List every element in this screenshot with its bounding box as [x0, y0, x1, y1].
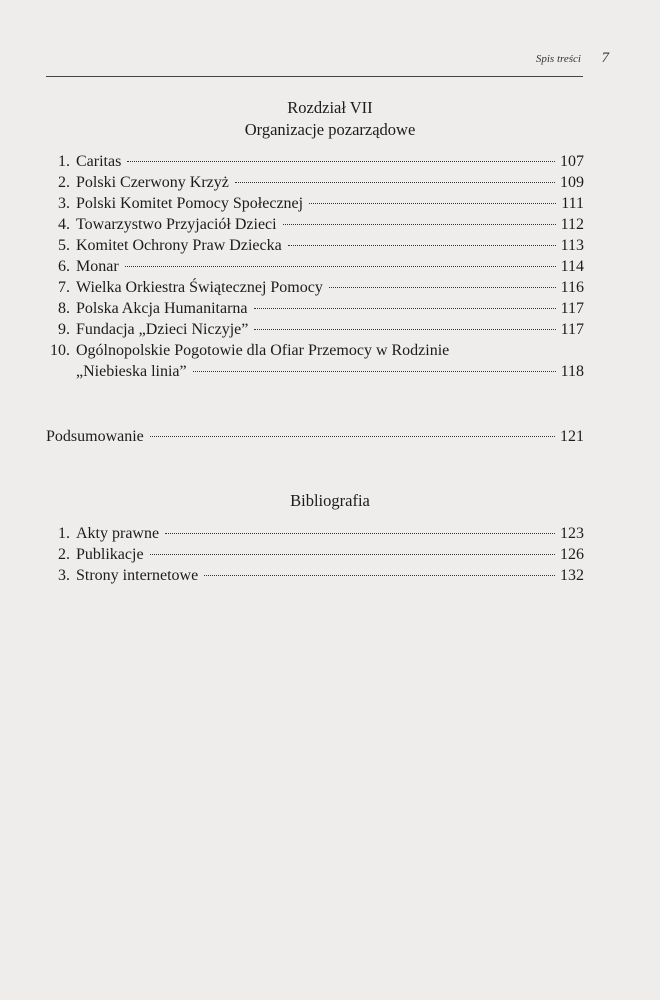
toc-entry-summary — [46, 426, 584, 447]
page-number: 7 — [601, 50, 609, 66]
toc-entry — [46, 214, 584, 235]
toc-entry-number: 7. — [58, 279, 70, 296]
toc-entry-number: 9. — [58, 321, 70, 338]
dot-leader — [254, 329, 555, 330]
toc-entry-continuation — [46, 361, 584, 382]
toc-entry-number: 2. — [58, 546, 70, 563]
dot-leader — [309, 203, 556, 204]
toc-entry-label: Polska Akcja Humanitarna — [76, 300, 248, 317]
toc-entry-number: 1. — [58, 153, 70, 170]
toc-entry-number: 1. — [58, 525, 70, 542]
running-header — [46, 50, 611, 72]
dot-leader — [125, 266, 556, 267]
toc-entry-number: 3. — [58, 195, 70, 212]
dot-leader — [254, 308, 556, 309]
chapter-title: Rozdział VII — [287, 98, 373, 117]
toc-entry — [46, 193, 584, 214]
toc-entry-page: 117 — [560, 321, 584, 338]
toc-entry-number: 10. — [50, 342, 70, 359]
toc-entry-label: Polski Komitet Pomocy Społecznej — [76, 195, 304, 212]
toc-entry-page: 111 — [561, 195, 584, 212]
dot-leader — [288, 245, 556, 246]
summary-toc — [46, 426, 584, 447]
summary-label: Podsumowanie — [46, 428, 144, 445]
toc-entry-label: Caritas — [76, 153, 122, 170]
toc-entry-label: Strony internetowe — [76, 567, 199, 584]
chapter-subtitle: Organizacje pozarządowe — [244, 120, 416, 139]
toc-entry-number: 8. — [58, 300, 70, 317]
chapter-toc-list — [46, 151, 584, 382]
toc-entry — [46, 565, 584, 586]
toc-entry — [46, 151, 584, 172]
toc-entry-label: Komitet Ochrony Praw Dziecka — [76, 237, 282, 254]
toc-entry — [46, 319, 584, 340]
dot-leader — [193, 371, 556, 372]
toc-entry — [46, 298, 584, 319]
toc-entry-number: 5. — [58, 237, 70, 254]
header-rule — [46, 76, 583, 77]
toc-entry-page: 126 — [560, 546, 584, 563]
toc-entry — [46, 277, 584, 298]
toc-entry — [46, 544, 584, 565]
bibliography-toc-list — [46, 523, 584, 586]
toc-entry — [46, 172, 584, 193]
toc-entry-page: 112 — [560, 216, 584, 233]
dot-leader — [150, 436, 555, 437]
toc-entry-page: 132 — [560, 567, 584, 584]
toc-entry — [46, 340, 584, 361]
toc-entry-number: 6. — [58, 258, 70, 275]
toc-entry-page: 116 — [560, 279, 584, 296]
toc-entry-number: 4. — [58, 216, 70, 233]
toc-entry-label: Monar — [76, 258, 119, 275]
toc-entry — [46, 256, 584, 277]
toc-entry-label-continued: „Niebieska linia” — [76, 363, 187, 380]
toc-entry-page: 114 — [560, 258, 584, 275]
dot-leader — [329, 287, 556, 288]
toc-entry — [46, 523, 584, 544]
toc-entry-label: Towarzystwo Przyjaciół Dzieci — [76, 216, 277, 233]
toc-entry-label: Polski Czerwony Krzyż — [76, 174, 229, 191]
running-title: Spis treści — [535, 53, 581, 65]
toc-entry-page: 107 — [560, 153, 584, 170]
toc-entry-page: 118 — [560, 363, 584, 380]
dot-leader — [283, 224, 556, 225]
bibliography-title: Bibliografia — [290, 491, 370, 510]
toc-entry-page: 109 — [560, 174, 584, 191]
dot-leader — [204, 575, 555, 576]
summary-page: 121 — [560, 428, 584, 445]
toc-entry-label: Publikacje — [76, 546, 144, 563]
dot-leader — [235, 182, 555, 183]
dot-leader — [165, 533, 555, 534]
dot-leader — [127, 161, 555, 162]
toc-entry-page: 123 — [560, 525, 584, 542]
toc-entry-label: Fundacja „Dzieci Niczyje” — [76, 321, 249, 338]
toc-entry — [46, 235, 584, 256]
toc-entry-label: Akty prawne — [76, 525, 160, 542]
toc-entry-number: 3. — [58, 567, 70, 584]
toc-entry-page: 117 — [560, 300, 584, 317]
dot-leader — [150, 554, 555, 555]
toc-entry-label: Ogólnopolskie Pogotowie dla Ofiar Przemocy w Rodzinie — [76, 342, 450, 359]
toc-entry-label: Wielka Orkiestra Świątecznej Pomocy — [76, 279, 323, 296]
toc-entry-page: 113 — [560, 237, 584, 254]
toc-entry-number: 2. — [58, 174, 70, 191]
